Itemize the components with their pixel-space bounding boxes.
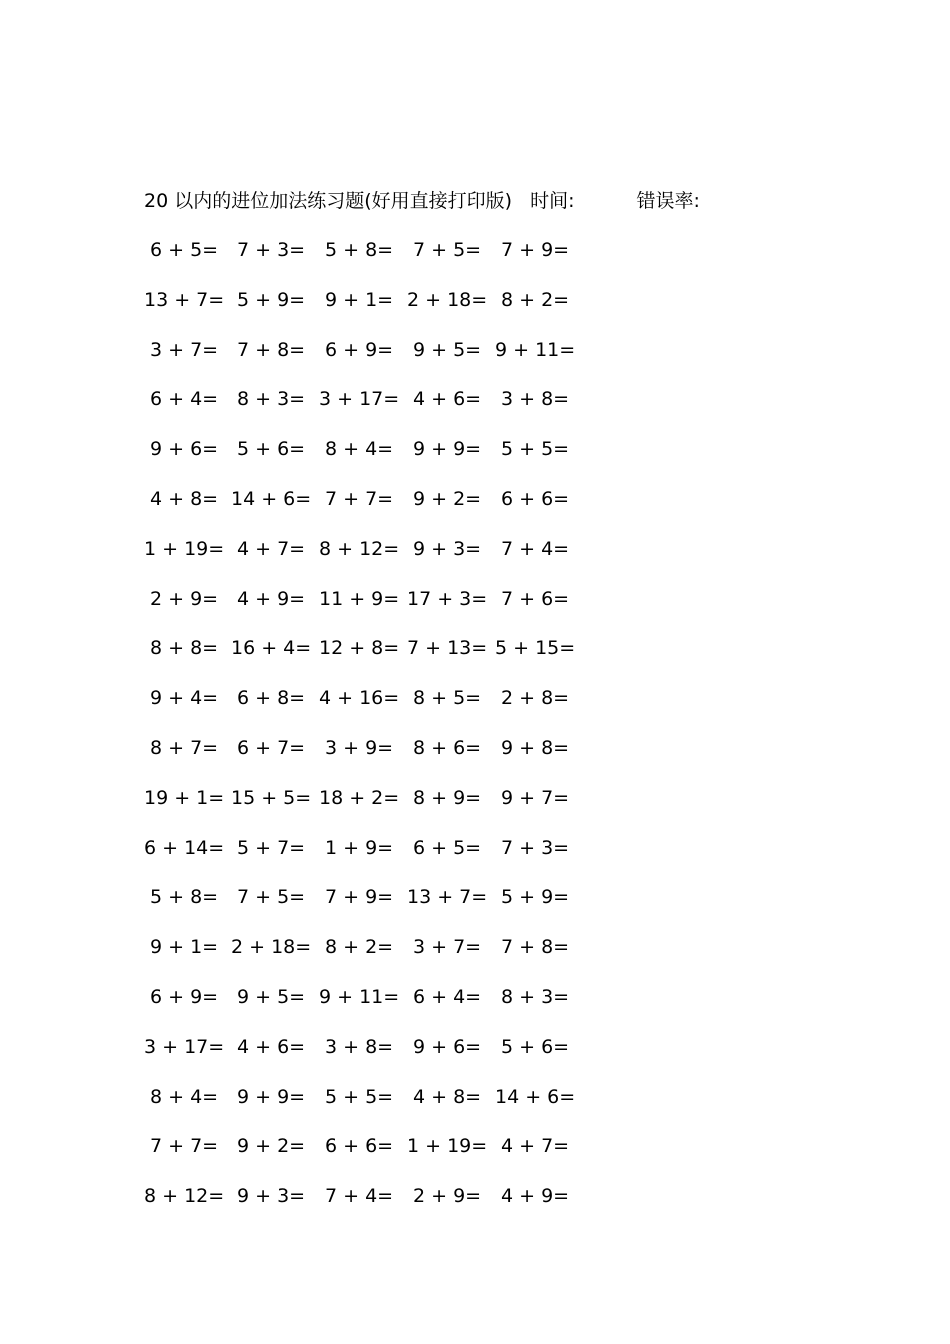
addition-problem: 5 + 8=: [150, 886, 219, 909]
addition-problem: 7 + 5=: [237, 886, 306, 909]
addition-problem: 2 + 18=: [231, 936, 312, 959]
addition-problem: 9 + 2=: [413, 487, 482, 510]
error-rate-label: 错误率:: [636, 190, 700, 212]
addition-problem: 4 + 6=: [237, 1035, 306, 1058]
addition-problem: 7 + 8=: [237, 338, 306, 361]
time-label: 时间:: [530, 190, 575, 212]
addition-problem: 3 + 7=: [413, 936, 482, 959]
addition-problem: 4 + 8=: [150, 487, 219, 510]
problem-row: [144, 1181, 664, 1231]
addition-problem: 1 + 9=: [325, 836, 394, 859]
addition-problem: 8 + 2=: [501, 288, 570, 311]
addition-problem: 7 + 4=: [501, 537, 570, 560]
addition-problem: 8 + 12=: [319, 537, 400, 560]
addition-problem: 9 + 5=: [237, 985, 306, 1008]
problem-row: [144, 285, 664, 335]
addition-problem: 2 + 9=: [150, 587, 219, 610]
addition-problem: 8 + 12=: [144, 1185, 225, 1208]
addition-problem: 13 + 7=: [144, 288, 225, 311]
addition-problem: 4 + 7=: [237, 537, 306, 560]
addition-problem: 16 + 4=: [231, 637, 312, 660]
problem-row: [144, 384, 664, 434]
addition-problem: 6 + 9=: [325, 338, 394, 361]
addition-problem: 7 + 7=: [325, 487, 394, 510]
addition-problem: 2 + 18=: [407, 288, 488, 311]
addition-problem: 5 + 7=: [237, 836, 306, 859]
addition-problem: 6 + 4=: [150, 388, 219, 411]
addition-problem: 2 + 8=: [501, 687, 570, 710]
addition-problem: 5 + 15=: [495, 637, 576, 660]
addition-problem: 19 + 1=: [144, 786, 225, 809]
addition-problem: 11 + 9=: [319, 587, 400, 610]
addition-problem: 9 + 9=: [237, 1085, 306, 1108]
problem-grid: [144, 235, 664, 1231]
addition-problem: 6 + 5=: [413, 836, 482, 859]
problem-row: [144, 882, 664, 932]
addition-problem: 6 + 14=: [144, 836, 225, 859]
addition-problem: 9 + 1=: [150, 936, 219, 959]
addition-problem: 6 + 6=: [325, 1135, 394, 1158]
addition-problem: 12 + 8=: [319, 637, 400, 660]
addition-problem: 9 + 8=: [501, 736, 570, 759]
problem-row: [144, 833, 664, 883]
addition-problem: 3 + 17=: [144, 1035, 225, 1058]
problem-row: [144, 534, 664, 584]
worksheet-header: [144, 187, 700, 215]
addition-problem: 18 + 2=: [319, 786, 400, 809]
addition-problem: 9 + 4=: [150, 687, 219, 710]
addition-problem: 8 + 7=: [150, 736, 219, 759]
problem-row: [144, 683, 664, 733]
worksheet-title: 20 以内的进位加法练习题(好用直接打印版): [144, 190, 513, 212]
addition-problem: 4 + 9=: [501, 1185, 570, 1208]
addition-problem: 13 + 7=: [407, 886, 488, 909]
addition-problem: 6 + 9=: [150, 985, 219, 1008]
problem-row: [144, 1032, 664, 1082]
addition-problem: 9 + 7=: [501, 786, 570, 809]
addition-problem: 6 + 6=: [501, 487, 570, 510]
addition-problem: 8 + 2=: [325, 936, 394, 959]
addition-problem: 4 + 6=: [413, 388, 482, 411]
problem-row: [144, 982, 664, 1032]
addition-problem: 9 + 2=: [237, 1135, 306, 1158]
problem-row: [144, 633, 664, 683]
addition-problem: 5 + 6=: [501, 1035, 570, 1058]
addition-problem: 7 + 3=: [501, 836, 570, 859]
addition-problem: 6 + 7=: [237, 736, 306, 759]
addition-problem: 9 + 3=: [237, 1185, 306, 1208]
addition-problem: 4 + 7=: [501, 1135, 570, 1158]
addition-problem: 1 + 19=: [144, 537, 225, 560]
addition-problem: 17 + 3=: [407, 587, 488, 610]
addition-problem: 14 + 6=: [495, 1085, 576, 1108]
addition-problem: 9 + 3=: [413, 537, 482, 560]
addition-problem: 7 + 13=: [407, 637, 488, 660]
problem-row: [144, 584, 664, 634]
addition-problem: 9 + 5=: [413, 338, 482, 361]
addition-problem: 3 + 8=: [501, 388, 570, 411]
addition-problem: 7 + 8=: [501, 936, 570, 959]
addition-problem: 6 + 5=: [150, 239, 219, 261]
addition-problem: 6 + 8=: [237, 687, 306, 710]
addition-problem: 8 + 3=: [501, 985, 570, 1008]
addition-problem: 8 + 9=: [413, 786, 482, 809]
addition-problem: 3 + 8=: [325, 1035, 394, 1058]
addition-problem: 9 + 6=: [150, 438, 219, 461]
addition-problem: 8 + 4=: [150, 1085, 219, 1108]
addition-problem: 3 + 17=: [319, 388, 400, 411]
addition-problem: 8 + 8=: [150, 637, 219, 660]
problem-row: [144, 484, 664, 534]
addition-problem: 15 + 5=: [231, 786, 312, 809]
addition-problem: 7 + 9=: [501, 239, 570, 261]
addition-problem: 3 + 7=: [150, 338, 219, 361]
addition-problem: 5 + 8=: [325, 239, 394, 261]
addition-problem: 7 + 7=: [150, 1135, 219, 1158]
problem-row: [144, 733, 664, 783]
problem-row: [144, 932, 664, 982]
addition-problem: 5 + 9=: [237, 288, 306, 311]
addition-problem: 5 + 6=: [237, 438, 306, 461]
addition-problem: 9 + 11=: [319, 985, 400, 1008]
addition-problem: 9 + 11=: [495, 338, 576, 361]
addition-problem: 2 + 9=: [413, 1185, 482, 1208]
addition-problem: 8 + 5=: [413, 687, 482, 710]
problem-row: [144, 235, 664, 285]
addition-problem: 8 + 4=: [325, 438, 394, 461]
addition-problem: 7 + 3=: [237, 239, 306, 261]
addition-problem: 7 + 4=: [325, 1185, 394, 1208]
addition-problem: 4 + 8=: [413, 1085, 482, 1108]
problem-row: [144, 434, 664, 484]
addition-problem: 5 + 5=: [325, 1085, 394, 1108]
addition-problem: 7 + 9=: [325, 886, 394, 909]
addition-problem: 6 + 4=: [413, 985, 482, 1008]
addition-problem: 7 + 6=: [501, 587, 570, 610]
addition-problem: 7 + 5=: [413, 239, 482, 261]
addition-problem: 8 + 3=: [237, 388, 306, 411]
addition-problem: 9 + 9=: [413, 438, 482, 461]
addition-problem: 5 + 5=: [501, 438, 570, 461]
problem-row: [144, 1082, 664, 1132]
addition-problem: 14 + 6=: [231, 487, 312, 510]
addition-problem: 1 + 19=: [407, 1135, 488, 1158]
addition-problem: 5 + 9=: [501, 886, 570, 909]
problem-row: [144, 335, 664, 385]
addition-problem: 8 + 6=: [413, 736, 482, 759]
addition-problem: 3 + 9=: [325, 736, 394, 759]
addition-problem: 9 + 1=: [325, 288, 394, 311]
addition-problem: 9 + 6=: [413, 1035, 482, 1058]
problem-row: [144, 783, 664, 833]
problem-row: [144, 1131, 664, 1181]
addition-problem: 4 + 16=: [319, 687, 400, 710]
addition-problem: 4 + 9=: [237, 587, 306, 610]
